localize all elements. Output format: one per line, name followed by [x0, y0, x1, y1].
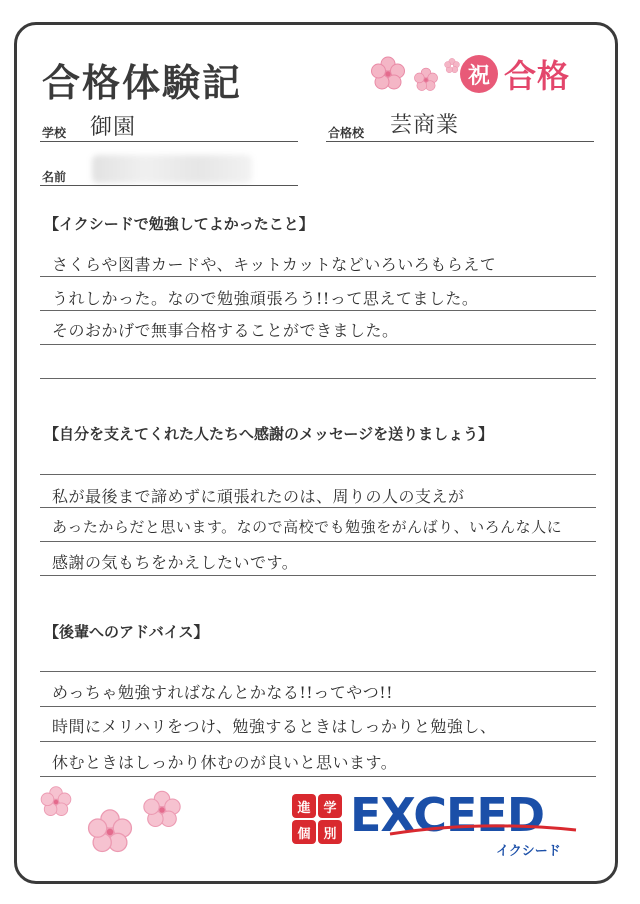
section-heading: 【自分を支えてくれた人たちへ感謝のメッセージを送りましょう】 [44, 425, 494, 443]
school-label: 学校 [42, 126, 67, 140]
answer-line: さくらや図書カードや、キットカットなどいろいろもらえて [52, 255, 497, 274]
exceed-katakana: イクシード [496, 844, 561, 859]
school-value: 御園 [90, 115, 137, 140]
ruled-line [40, 671, 596, 672]
school-underline [40, 141, 298, 142]
answer-line: うれしかった。なので勉強頑張ろう!!って思えてました。 [52, 289, 479, 308]
name-underline [40, 185, 298, 186]
passed-school-value: 芸商業 [390, 113, 460, 138]
passed-school-label: 合格校 [328, 126, 365, 140]
swoosh-icon [388, 820, 578, 840]
badge-cell: 個 [292, 820, 316, 844]
answer-line: 私が最後まで諦めずに頑張れたのは、周りの人の支えが [52, 487, 465, 506]
ruled-line [40, 541, 596, 542]
goukaku-text: 合格 [504, 57, 571, 95]
name-label: 名前 [42, 170, 67, 184]
name-redacted [92, 155, 252, 183]
ruled-line [40, 276, 596, 277]
exceed-logo [292, 790, 592, 860]
page-title: 合格体験記 [42, 61, 243, 105]
ruled-line [40, 474, 596, 475]
answer-line: 時間にメリハリをつけ、勉強するときはしっかりと勉強し、 [52, 717, 497, 736]
section-heading: 【イクシードで勉強してよかったこと】 [44, 215, 314, 233]
ruled-line [40, 507, 596, 508]
section-heading: 【後輩へのアドバイス】 [44, 623, 209, 641]
celebrate-stamp [460, 52, 570, 96]
exceed-wordmark: EXCEED [350, 788, 545, 842]
ruled-line [40, 776, 596, 777]
answer-line: 休むときはしっかり休むのが良いと思います。 [52, 753, 398, 772]
badge-grid [292, 794, 342, 844]
badge-cell: 別 [318, 820, 342, 844]
answer-line: 感謝の気もちをかえしたいです。 [52, 553, 299, 572]
badge-cell: 学 [318, 794, 342, 818]
ruled-line [40, 378, 596, 379]
sakura-decoration-icon [34, 780, 194, 860]
ruled-line [40, 575, 596, 576]
passed-school-underline [326, 141, 594, 142]
ruled-line [40, 741, 596, 742]
ruled-line [40, 310, 596, 311]
iwai-badge: 祝 [460, 55, 498, 93]
ruled-line [40, 344, 596, 345]
answer-line: めっちゃ勉強すればなんとかなる!!ってやつ!! [52, 683, 394, 702]
answer-line: そのおかげで無事合格することができました。 [52, 321, 399, 340]
answer-line: あったからだと思います。なので高校でも勉強をがんばり、いろんな人に [52, 518, 563, 536]
sakura-decoration-icon [368, 50, 468, 100]
ruled-line [40, 706, 596, 707]
badge-cell: 進 [292, 794, 316, 818]
